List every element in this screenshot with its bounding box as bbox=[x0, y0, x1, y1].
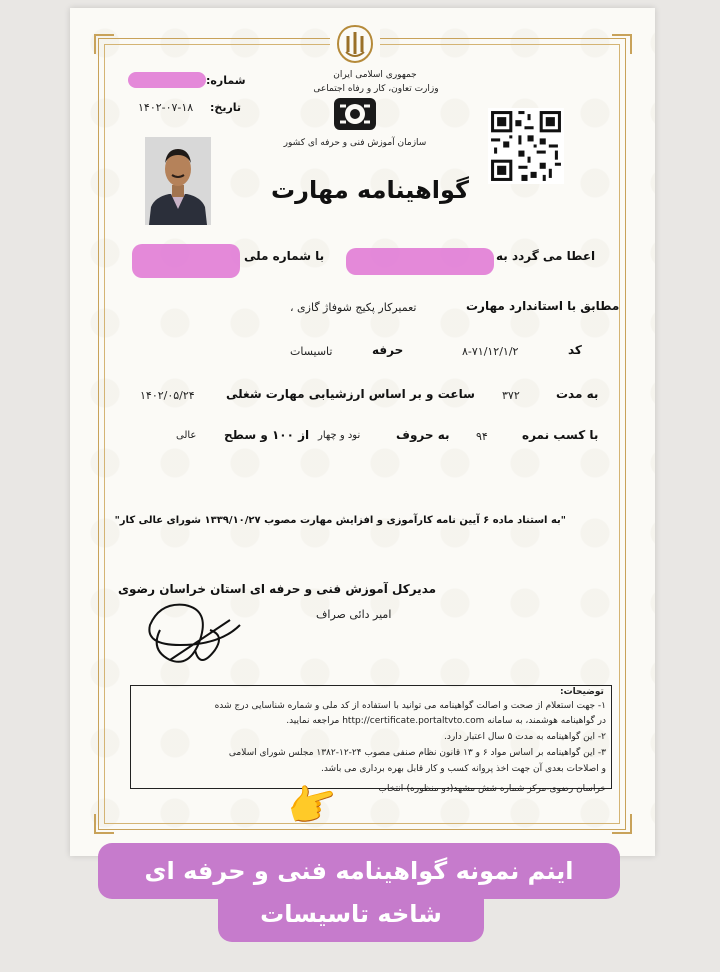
assessment-date: ۱۴۰۲/۰۵/۲۴ bbox=[140, 389, 195, 402]
frame-corner bbox=[612, 814, 632, 834]
caption-line-1: اینم نمونه گواهینامه فنی و حرفه ای bbox=[98, 843, 620, 899]
ministry-name: وزارت تعاون، کار و رفاه اجتماعی bbox=[313, 84, 439, 94]
notes-heading: توضیحات: bbox=[560, 687, 604, 697]
note-line-5: و اصلاحات بعدی آن جهت اخذ پروانه کسب و کار قابل بهره برداری می باشد. bbox=[320, 764, 606, 774]
training-center: خراسان رضوی-مرکز شماره شش مشهد(دو منظوره)-انتخاب bbox=[378, 784, 606, 794]
signature-scribble bbox=[140, 590, 260, 680]
signatory-name: امیر دائی صراف bbox=[316, 608, 392, 621]
tvto-logo-icon bbox=[331, 96, 379, 132]
code-label: کد bbox=[568, 343, 582, 357]
emblem-icon bbox=[330, 22, 380, 66]
letters-label: به حروف bbox=[396, 428, 450, 442]
country-name: جمهوری اسلامی ایران bbox=[333, 70, 417, 80]
standard-label: مطابق با استاندارد مهارت bbox=[466, 299, 620, 313]
redacted-national-id bbox=[132, 244, 240, 278]
duration-label: به مدت bbox=[556, 387, 599, 401]
note-line-1: ۱- جهت استعلام از صحت و اصالت گواهینامه می توانید با استفاده از کد ملی و شماره شناسایی درج شده bbox=[214, 701, 606, 711]
score-value: ۹۴ bbox=[476, 430, 488, 443]
trade-label: حرفه bbox=[372, 343, 404, 357]
number-label: شماره: bbox=[206, 74, 246, 87]
code-value: ۸-۷۱/۱۲/۱/۲ bbox=[462, 345, 519, 358]
holder-photo bbox=[145, 137, 211, 225]
note-line-4: ۳- این گواهینامه بر اساس مواد ۶ و ۱۳ قانون نظام صنفی مصوب ۲۴-۱۲-۱۳۸۲ مجلس شورای اسلامی bbox=[228, 748, 606, 758]
pointing-hand-icon: 👉 bbox=[280, 774, 344, 835]
note-line-2: در گواهینامه هوشمند، به سامانه http://certificate.portaltvto.com مراجعه نمایید. bbox=[286, 716, 606, 726]
certificate-title: گواهینامه مهارت bbox=[271, 176, 469, 204]
frame-corner bbox=[612, 34, 632, 54]
national-id-label: با شماره ملی bbox=[244, 249, 325, 263]
duration-value: ۳۷۲ bbox=[502, 389, 520, 402]
letters-value: نود و چهار bbox=[318, 430, 361, 441]
frame-corner bbox=[94, 814, 114, 834]
out-of-label: از ۱۰۰ و سطح bbox=[224, 428, 310, 442]
standard-value: تعمیرکار پکیج شوفاژ گازی ، bbox=[290, 301, 417, 314]
legal-reference: "به استناد ماده ۶ آیین نامه کارآموزی و افزایش مهارت مصوب ۱۳۳۹/۱۰/۲۷ شورای عالی کار" bbox=[114, 515, 566, 526]
trade-value: تاسیسات bbox=[290, 345, 333, 358]
caption-line-2: شاخه تاسیسات bbox=[218, 886, 484, 942]
redacted-number bbox=[128, 72, 206, 88]
score-label: با کسب نمره bbox=[522, 428, 599, 442]
organization-name: سازمان آموزش فنی و حرفه ای کشور bbox=[283, 138, 427, 148]
note-line-3: ۲- این گواهینامه به مدت ۵ سال اعتبار دارد. bbox=[444, 732, 606, 742]
level-value: عالی bbox=[176, 430, 197, 441]
date-label: تاریخ: bbox=[210, 101, 242, 114]
signatory-title: مدیرکل آموزش فنی و حرفه ای استان خراسان رضوی bbox=[118, 582, 437, 596]
qr-code-icon bbox=[488, 108, 564, 184]
date-value: ۱۴۰۲-۰۷-۱۸ bbox=[138, 101, 194, 114]
frame-corner bbox=[94, 34, 114, 54]
redacted-name bbox=[346, 248, 494, 275]
hours-label: ساعت و بر اساس ارزشیابی مهارت شغلی bbox=[226, 387, 475, 401]
granted-label: اعطا می گردد به bbox=[496, 249, 596, 263]
